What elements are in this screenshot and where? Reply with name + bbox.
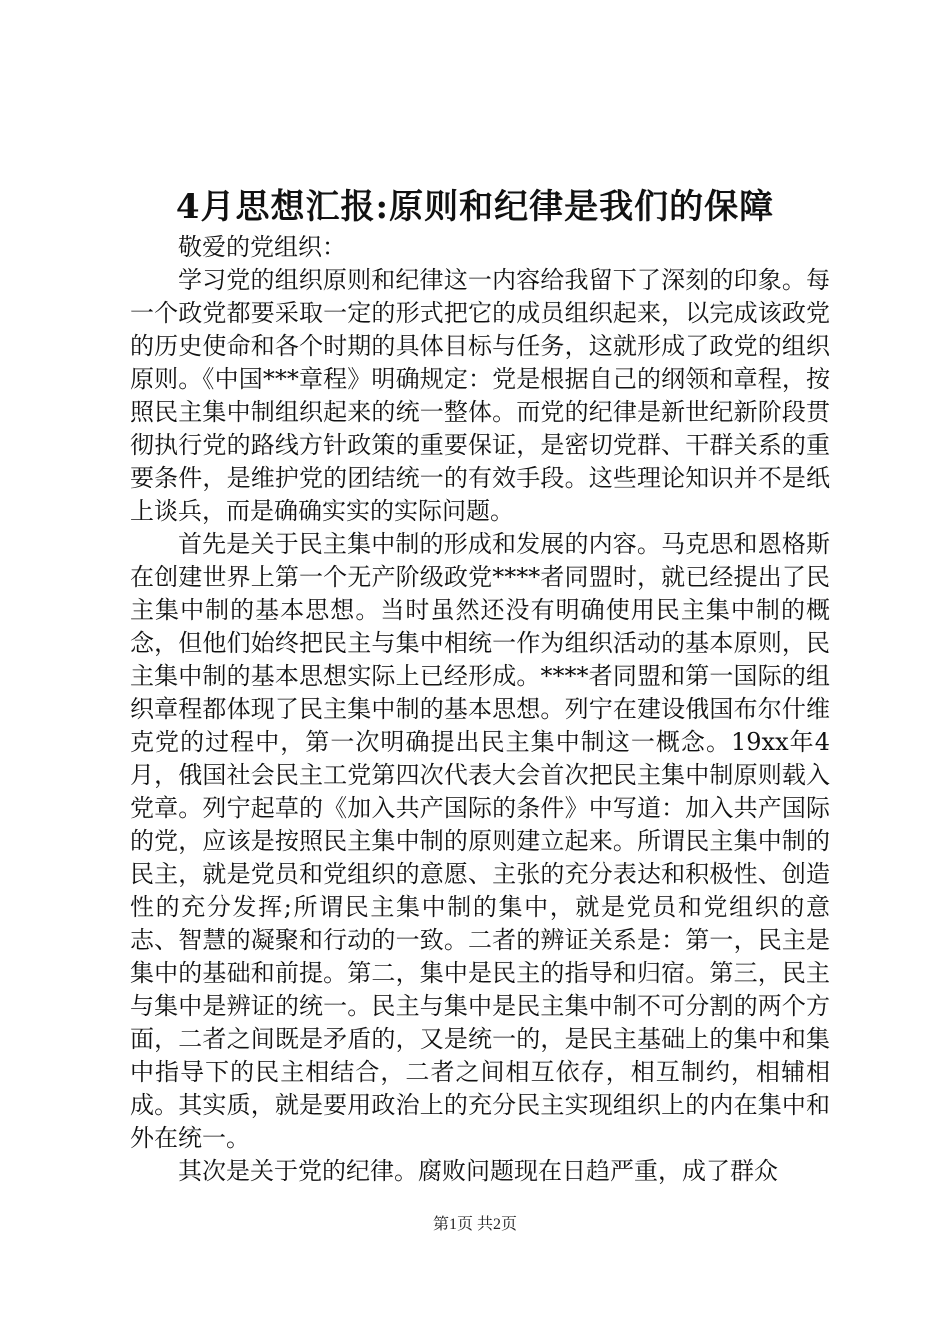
page-footer: 第1页 共2页 <box>432 1216 517 1233</box>
document-title: 4月思想汇报:原则和纪律是我们的保障 <box>175 187 775 227</box>
salutation: 敬爱的党组织： <box>178 233 346 261</box>
paragraph-2: 首先是关于民主集中制的形成和发展的内容。马克思和恩格斯在创建世界上第一个无产阶级政党****者同盟时，就已经提出了民主集中制的基本思想。当时虽然还没有明确使用民主集中制的概念，但他们始终把民主与集中相统一作为组织活动的基本原则，民主集中制的基本思想实际上已经形成。****者同盟和第一国际的组织章程都体现了民主集中制的基本思想。列宁在建设俄国布尔什维克党的过程中，第一次明确提出民主集中制这一概念。19xx年4月，俄国社会民主工党第四次代表大会首次把民主集中制原则载入党章。列宁起草的《加入共产国际的条件》中写道：加入共产国际的党，应该是按照民主集中制的原则建立起来。所谓民主集中制的民主，就是党员和党组织的意愿、主张的充分表达和积极性、创造性的充分发挥;所谓民主集中制的集中，就是党员和党组织的意志、智慧的凝聚和行动的一致。二者的辨证关系是：第一，民主是集中的基础和前提。第二，集中是民主的指导和归宿。第三，民主与集中是辨证的统一。民主与集中是民主集中制不可分割的两个方面，二者之间既是矛盾的，又是统一的，是民主基础上的集中和集中指导下的民主相结合，二者之间相互依存，相互制约，相辅相成。其实质，就是要用政治上的充分民主实现组织上的内在集中和外在统一。 <box>130 530 830 1152</box>
document-body <box>130 231 830 1188</box>
paragraph-3: 其次是关于党的纪律。腐败问题现在日趋严重，成了群众 <box>178 1157 778 1185</box>
paragraph-1: 学习党的组织原则和纪律这一内容给我留下了深刻的印象。每一个政党都要采取一定的形式把它的成员组织起来，以完成该政党的历史使命和各个时期的具体目标与任务，这就形成了政党的组织原则。《中国***章程》明确规定：党是根据自己的纲领和章程，按照民主集中制组织起来的统一整体。而党的纪律是新世纪新阶段贯彻执行党的路线方针政策的重要保证，是密切党群、干群关系的重要条件，是维护党的团结统一的有效手段。这些理论知识并不是纸上谈兵，而是确确实实的实际问题。 <box>130 266 830 525</box>
